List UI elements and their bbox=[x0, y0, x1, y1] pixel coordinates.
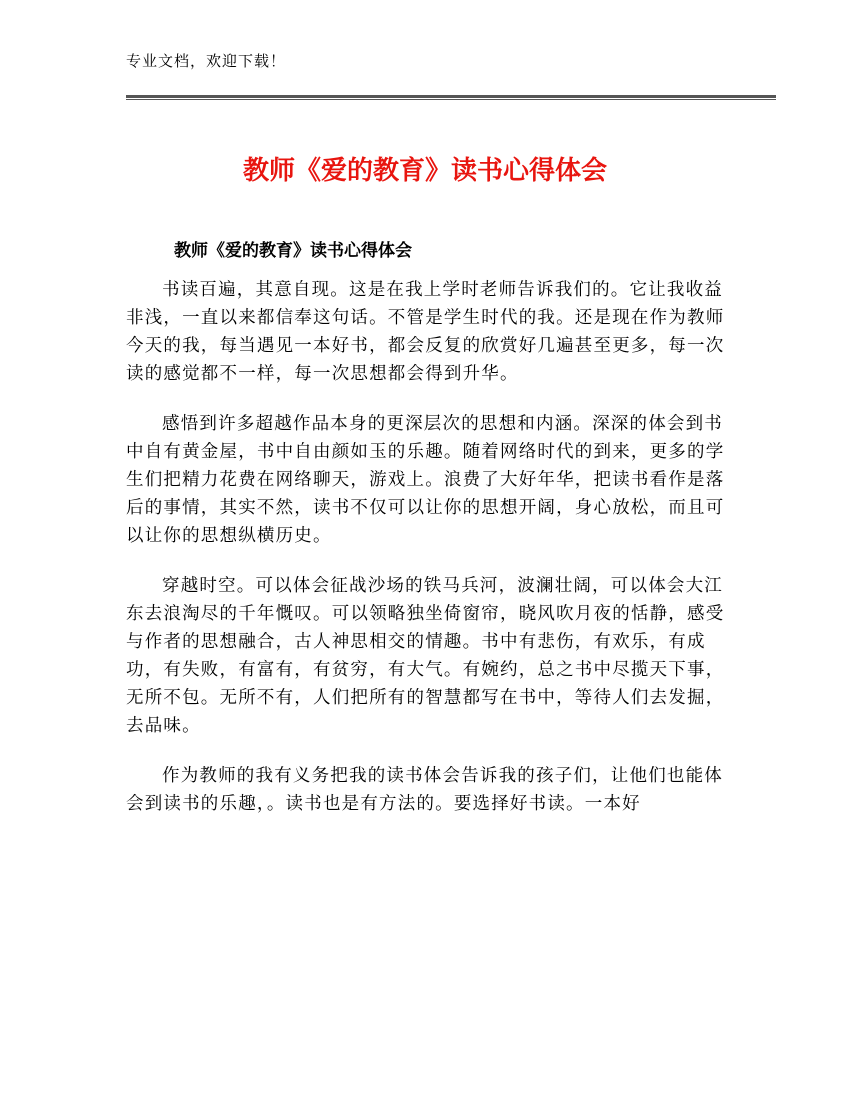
document-title: 教师《爱的教育》读书心得体会 bbox=[242, 156, 607, 186]
paragraph-1: 书读百遍，其意自现。这是在我上学时老师告诉我们的。它让我收益非浅，一直以来都信奉这句话。不管是学生时代的我。还是现在作为教师今天的我，每当遇见一本好书，都会反复的欣赏好几遍甚至更多，每一次读的感觉都不一样，每一次思想都会得到升华。 bbox=[126, 280, 725, 384]
page-header-text: 专业文档，欢迎下载！ bbox=[126, 52, 287, 70]
article-body bbox=[126, 276, 726, 840]
paragraph-3: 穿越时空。可以体会征战沙场的铁马兵河，波澜壮阔，可以体会大江东去浪淘尽的千年慨叹。可以领略独坐倚窗帘，晓风吹月夜的恬静，感受与作者的思想融合，古人神思相交的情趣。书中有悲伤，有欢乐，有成功，有失败，有富有，有贫穷，有大气。有婉约，总之书中尽揽天下事，无所不包。无所不有，人们把所有的智慧都写在书中，等待人们去发掘，去品味。 bbox=[126, 576, 725, 736]
paragraph-4: 作为教师的我有义务把我的读书体会告诉我的孩子们，让他们也能体会到读书的乐趣，。读书也是有方法的。要选择好书读。一本好 bbox=[126, 766, 723, 814]
paragraph-2: 感悟到许多超越作品本身的更深层次的思想和内涵。深深的体会到书中自有黄金屋，书中自由颜如玉的乐趣。随着网络时代的到来，更多的学生们把精力花费在网络聊天，游戏上。浪费了大好年华，把读书看作是落后的事情，其实不然，读书不仅可以让你的思想开阔，身心放松，而且可以让你的思想纵横历史。 bbox=[126, 414, 725, 546]
article-subtitle: 教师《爱的教育》读书心得体会 bbox=[174, 241, 412, 261]
header-divider bbox=[126, 95, 776, 100]
